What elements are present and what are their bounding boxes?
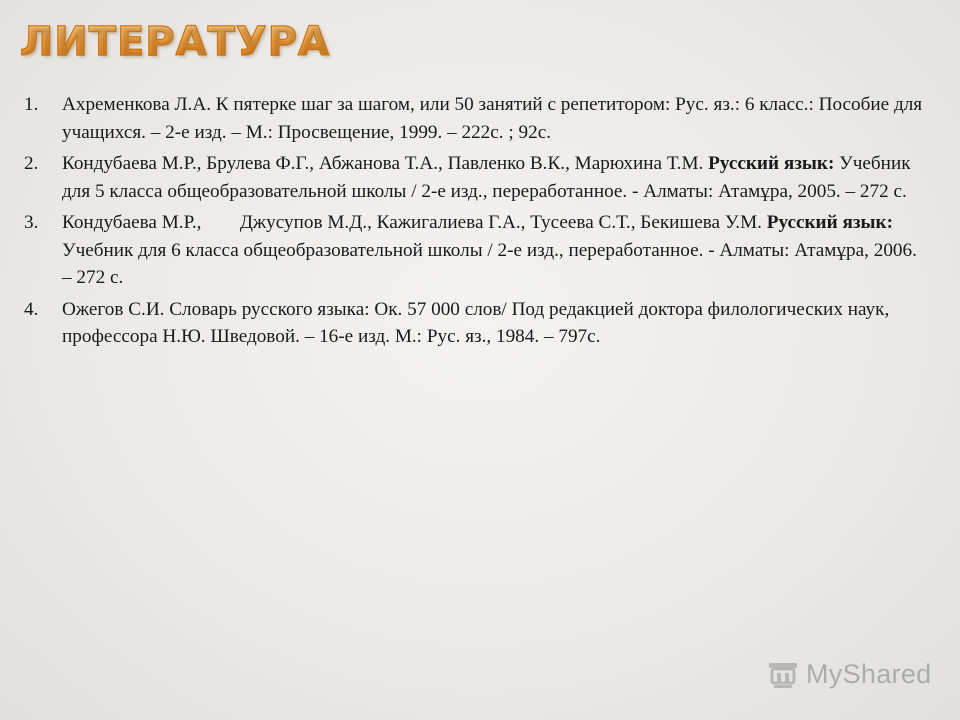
reference-item-4 xyxy=(24,296,924,351)
reference-bold-title: Русский язык: xyxy=(708,153,835,174)
reference-number: 2. xyxy=(24,153,39,174)
reference-bold-title: Русский язык: xyxy=(766,212,893,233)
reference-item-3 xyxy=(24,209,924,292)
reference-text-tail: Учебник для 5 класса общеобразовательной школы / 2-е изд., переработанное. - Алматы: Атамұра, 2005. – 272 с. xyxy=(62,153,911,202)
reference-item-2 xyxy=(24,150,924,205)
myshared-logo-icon xyxy=(766,657,800,691)
reference-text-tail: Учебник для 6 класса общеобразовательной школы / 2-е изд., переработанное. - Алматы: Атамұра, 2006. – 272 с. xyxy=(62,239,917,288)
reference-item-1 xyxy=(24,91,924,146)
reference-number: 1. xyxy=(24,94,39,115)
reference-list xyxy=(24,91,924,355)
reference-number: 3. xyxy=(24,212,39,233)
reference-number: 4. xyxy=(24,298,39,320)
myshared-watermark xyxy=(766,656,931,692)
reference-text: Кондубаева М.Р., Джусупов М.Д., Кажигалиева Г.А., Тусеева С.Т., Бекишева У.М. xyxy=(62,212,767,233)
reference-text: Ахременкова Л.А. К пятерке шаг за шагом, или 50 занятий с репетитором: Рус. яз.: 6 класс.: Пособие для учащихся. – 2-е изд. – М.: Просвещение, 1999. – 222с. ; 92с. xyxy=(62,94,923,143)
slide-title: ЛИТЕРАТУРА xyxy=(20,19,330,65)
reference-text: Кондубаева М.Р., Брулева Ф.Г., Абжанова Т.А., Павленко В.К., Марюхина Т.М. xyxy=(62,153,709,174)
watermark-text: MyShared xyxy=(806,658,932,689)
reference-text: Ожегов С.И. Словарь русского языка: Ок. 57 000 слов/ Под редакцией доктора филологических наук, профессора Н.Ю. Шведовой. – 16-е изд. М.: Рус. яз., 1984. – 797с. xyxy=(62,298,890,347)
